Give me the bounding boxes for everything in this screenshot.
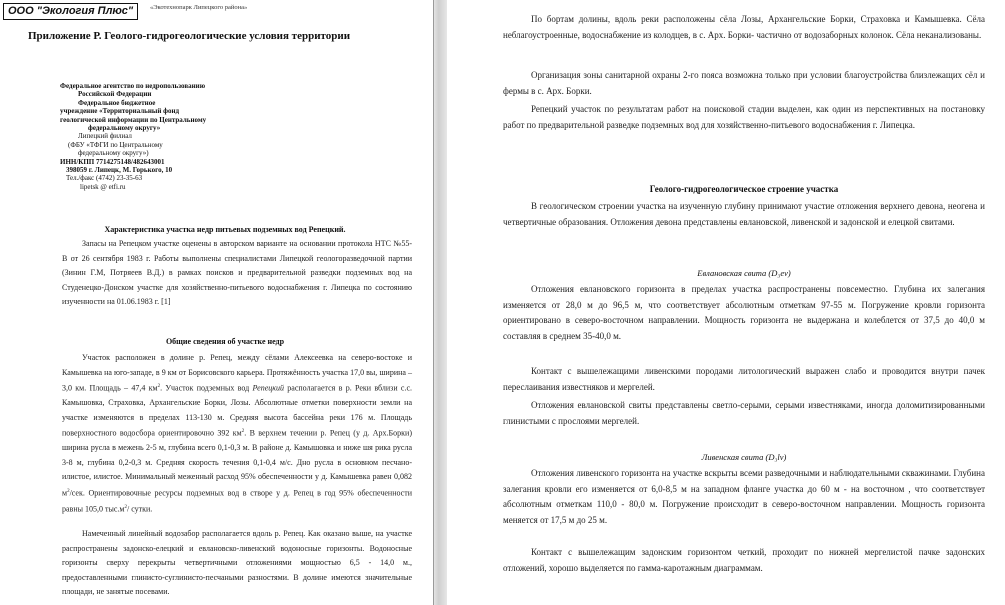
paragraph: Намеченный линейный водозабор располагается вдоль р. Репец. Как оказано выше, на участке распространены задонско-елецкий и евлановско-ливенский водоносные горизонты. Водоносные горизонты сверху перекрыты четвертичными отложениями мощностью 6,5 - 14,0 м., предоставленными глинисто-суглинисто-песчаными разностями. В долине имеются значительные площади, не занятые посевами. — [62, 529, 412, 596]
paragraph — [62, 351, 412, 517]
left-page — [0, 0, 433, 605]
agency-inn: ИНН/КПП 7714275148/482643001 — [60, 157, 165, 166]
text-run: . Участок подземных вод — [160, 383, 253, 393]
paragraph: Контакт с вышележащим задонским горизонтом четкий, проходит по нижней мергелистой пачке задонских отложений, хорошо выделяется по гамма-каротажным диаграммам. — [503, 547, 985, 573]
paragraph: В геологическом строении участка на изученную глубину принимают участие отложения верхнего девона, неогена и четвертичные образования. Отложения девона представлены евлановской, ливенской и задонской и елецкой свитами. — [503, 201, 985, 227]
right-page — [447, 0, 1005, 605]
section-heading: Общие сведения об участке недр — [165, 337, 285, 346]
subsection-heading: Евлановская свита (D₃ev) — [697, 268, 791, 278]
paragraph: Отложения ливенского горизонта на участке вскрыты всеми разведочными и наблюдательными скважинами. Глубина залегания кровли его изменяется от 6,0-8,5 м на западном фланге участка до 60 м - на восточном , что соответствует абсолютным отметкам 110,0 - 80,0 м. Погружение происходит в северо-восточном направлении. Мощность горизонта меняется от 17,5 м до 25 м. — [503, 468, 985, 525]
page-edge — [433, 0, 434, 605]
agency-line: Липецкий филиал — [78, 132, 132, 141]
superscript: 2 — [157, 384, 161, 389]
paragraph: Организация зоны санитарной охраны 2-го пояса возможна только при условии благоустройства близлежащих сёл и фермы в с. Арх. Борки. — [503, 70, 985, 96]
superscript: 2 — [241, 429, 245, 435]
agency-phone: Тел./факс (4742) 23-35-63 — [66, 174, 143, 183]
paragraph: Отложения евлановского горизонта в пределах участка распространены повсеместно. Глубина их залегания изменяется от 28,0 м до 96,5 м, что соответствует абсолютным отметкам 97-55 м. Погружение кровли горизонта ориентировано в северо-восточном направлении. Мощность горизонта не выдержана и колеблется от 37,5 до 40,0 м составляя в среднем 35-40,0 м. — [503, 284, 985, 341]
agency-line: геологической информации по Центральному — [60, 115, 207, 124]
agency-line: Федеральное агентство по недропользованию — [60, 82, 206, 90]
page-gutter — [433, 0, 447, 605]
section-heading: Геолого-гидрогеологическое строение участка — [649, 184, 839, 194]
agency-email: lipetsk @ etfi.ru — [80, 182, 126, 191]
text-run: Репецкий — [252, 383, 284, 393]
superscript: 2 — [124, 504, 127, 510]
subsection-heading: Ливенская свита (D₃lv) — [701, 452, 787, 462]
text-run: . В верхнем течении р. Репец (у д. Арх.Борки) ширина русла в межень 2-5 м, глубина всего 0,1-0,3 м. В районе д. Камышовка и ниже шя рика русла 3-8 м, глубина 0,2-0,3 м. Средняя скорость течения 0,1-0,4 м/с. Дно русла в основном песчано-илистое, илистое. Минимальный меженный расход 95% обеспеченности у д. Камышевка равен 0,082 м — [62, 428, 412, 498]
agency-line: Федеральное бюджетное — [78, 98, 156, 107]
agency-line: федеральному округу») — [78, 149, 149, 158]
text-run: / сутки. — [126, 504, 153, 514]
paragraph: Контакт с вышележащими ливенскими породами литологический выражен слабо и проводится внутри пачек переслаивания известняков и мергелей. — [503, 366, 985, 392]
section-heading: Характеристика участка недр питьевых подземных вод Репецкий. — [104, 225, 346, 234]
agency-address: 398059 г. Липецк, М. Горького, 10 — [66, 166, 173, 175]
text-run: /сек. Ориентировочные ресурсы подземных вод в створе у д. Репец в год 95% обеспеченности равны 105,0 тыс.м — [62, 488, 412, 514]
superscript: 2 — [67, 488, 70, 494]
running-header: «Экотехнопарк Липецкого района» — [150, 4, 248, 11]
company-logo: ООО "Экология Плюс" — [3, 3, 138, 20]
text-run: располагается в р. Реки вблизи с.с. Камышовка, Страховка, Архангельские Борки, Лозы. Абсолютные отметки поверхности земли на участке изменяются в пределах 113-130 м. Средняя высота бассейна реки 176 м. Площадь поверхностного водосбора ориентировочно 392 км — [62, 383, 412, 438]
agency-line: федеральному округу» — [88, 124, 161, 133]
agency-line: (ФБУ «ТФГИ по Центральному — [68, 140, 163, 149]
text-run: Участок расположен в долине р. Репец, между сёлами Алексеевка на северо-востоке и Камышевка на юго-западе, в 9 км от Борисовского карьера. Протяжённость участка 17,0 вы, ширина – 3,0 км. Площадь – 47,4 км — [62, 353, 412, 393]
paragraph: Репецкий участок по результатам работ на поисковой стадии выделен, как один из перспективных на постановку работ по предварительной разведке подземных вод для хозяйственно-питьевого водоснабжения г. Липецка. — [503, 104, 985, 130]
agency-letterhead — [60, 82, 206, 191]
agency-line: учреждение «Территориальный фонд — [60, 107, 180, 116]
paragraph: Отложения евлановской свиты представлены светло-серыми, серыми известняками, иногда доломитизированными глинистыми с прослоями мергелей. — [503, 400, 985, 426]
agency-line: Российской Федерации — [78, 90, 152, 99]
paragraph: Запасы на Репецком участке оценены в авторском варианте на основании протокола НТС №55-В от 26 сентября 1983 г. Работы выполнены специалистами Липецкой геологоразведочной партии (Зинин Г.М, Потряеев В.Д.) в рамках поисков и предварительной разведки подземных вод на Студенецко-Донском участке для хозяйственно-питьевого водоснабжения г. Липецка по состоянию изученности на 01.06.1983 г. [1] — [62, 239, 412, 306]
page-title: Приложение Р. Геолого-гидрогеологические условия территории — [28, 30, 351, 42]
paragraph: По бортам долины, вдоль реки расположены сёла Лозы, Архангельские Борки, Страховка и Камышевка. Сёла неблагоустроенные, водоснабжение из колодцев, в с. Арх. Борки- частично от водозаборных колонок. Сёла неканализованы. — [503, 14, 985, 40]
